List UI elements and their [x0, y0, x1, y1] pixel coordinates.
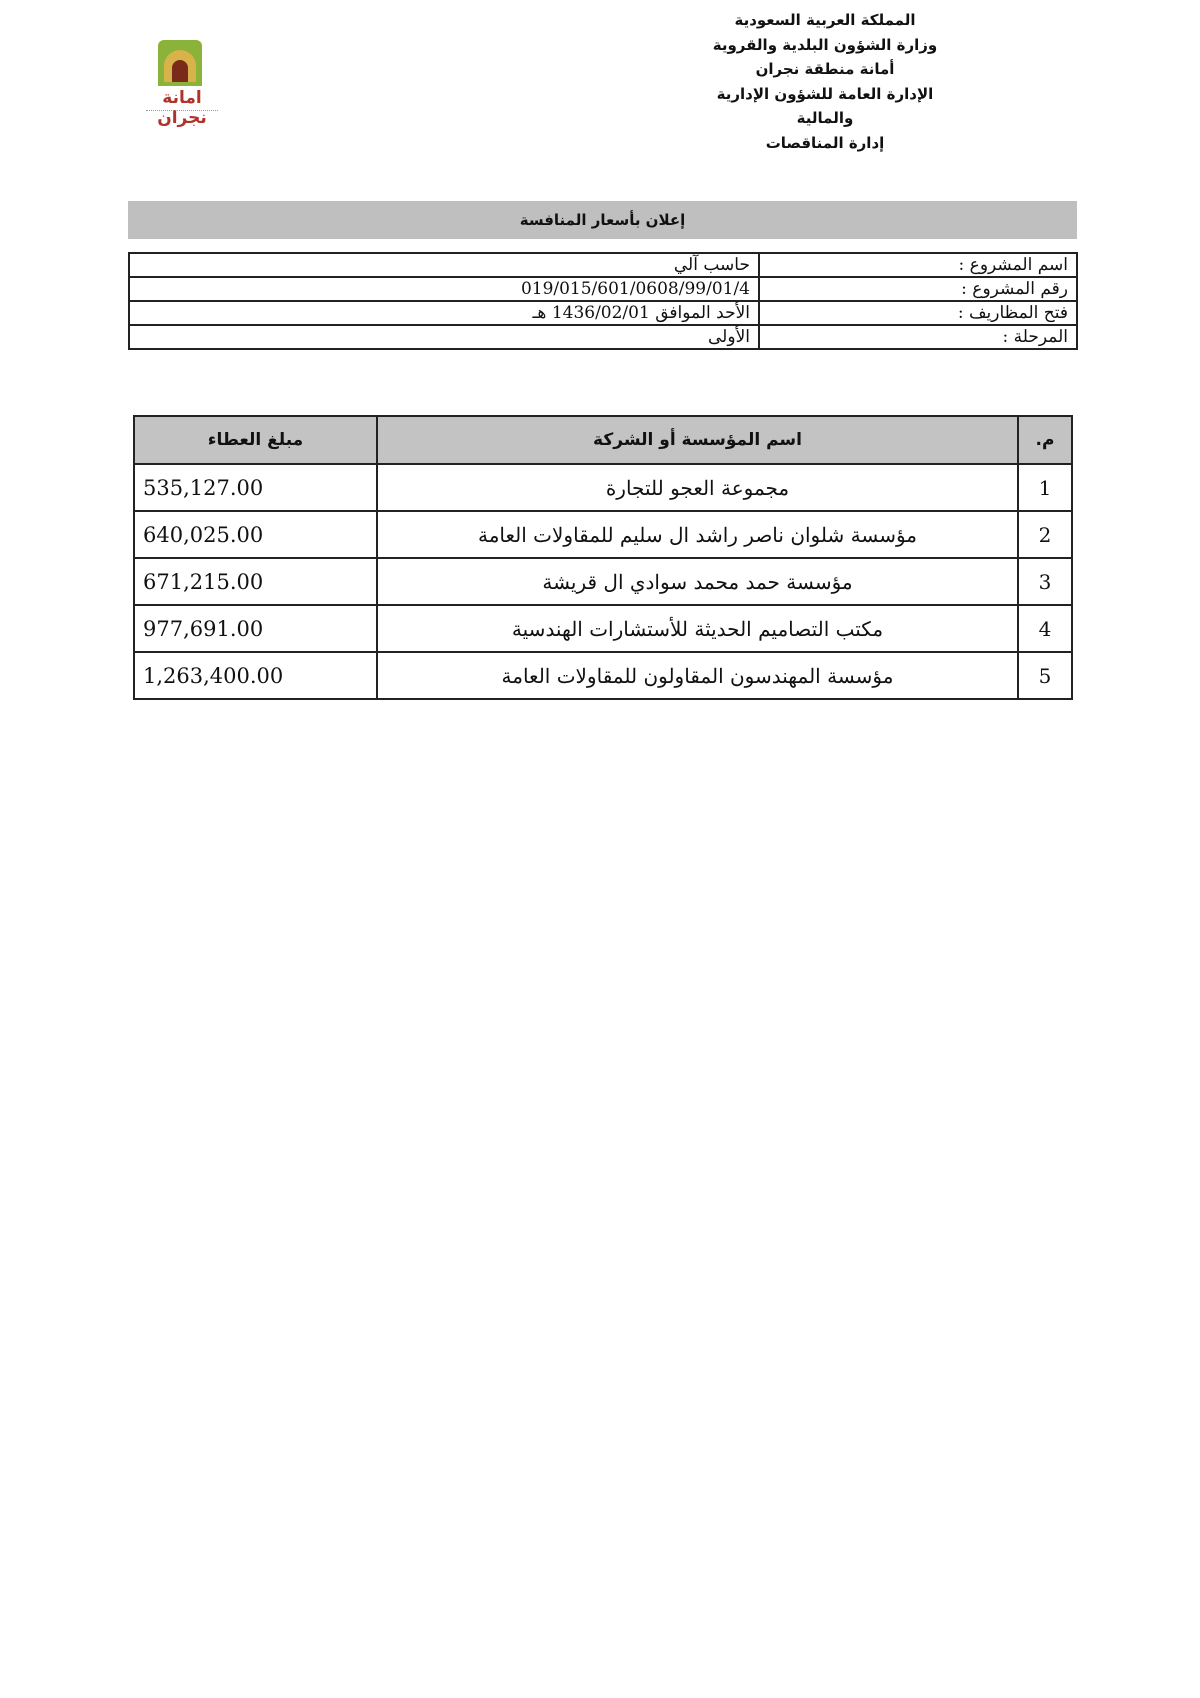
table-row	[134, 464, 1072, 511]
letterhead-line: أمانة منطقة نجران	[755, 60, 895, 78]
table-row	[134, 511, 1072, 558]
row-number: 2	[1018, 511, 1072, 558]
row-amount: 671,215.00	[134, 558, 377, 605]
info-row	[129, 277, 1077, 301]
table-row	[134, 605, 1072, 652]
row-company: مكتب التصاميم الحديثة للأستشارات الهندسية	[377, 605, 1018, 652]
info-label: فتح المظاريف :	[759, 301, 1077, 325]
table-row	[134, 652, 1072, 699]
letterhead-line: المملكة العربية السعودية	[734, 11, 916, 29]
logo-underline	[146, 110, 218, 116]
bids-table	[133, 415, 1073, 700]
row-company: مؤسسة المهندسون المقاولون للمقاولات العامة	[377, 652, 1018, 699]
info-value: الأحد الموافق 1436/02/01 هـ	[129, 301, 759, 325]
info-value: 019/015/601/0608/99/01/4	[129, 277, 759, 301]
header-number: م.	[1018, 416, 1072, 464]
info-label: رقم المشروع :	[759, 277, 1077, 301]
project-info-table	[128, 252, 1078, 350]
row-company: مؤسسة حمد محمد سوادي ال قريشة	[377, 558, 1018, 605]
letterhead-line: إدارة المناقصات	[765, 133, 885, 152]
header-company: اسم المؤسسة أو الشركة	[377, 416, 1018, 464]
info-value: الأولى	[129, 325, 759, 349]
info-label: اسم المشروع :	[759, 253, 1077, 277]
row-amount: 640,025.00	[134, 511, 377, 558]
row-amount: 535,127.00	[134, 464, 377, 511]
info-label: المرحلة :	[759, 325, 1077, 349]
bids-header-row	[134, 416, 1072, 464]
row-amount: 1,263,400.00	[134, 652, 377, 699]
row-number: 3	[1018, 558, 1072, 605]
row-company: مؤسسة شلوان ناصر راشد ال سليم للمقاولات العامة	[377, 511, 1018, 558]
logo-emblem-icon	[158, 40, 202, 86]
logo-text: امانة نجران	[157, 88, 207, 128]
info-row	[129, 253, 1077, 277]
row-number: 5	[1018, 652, 1072, 699]
header-amount: مبلغ العطاء	[134, 416, 377, 464]
letterhead-line: وزارة الشؤون البلدية والقروية	[712, 35, 938, 54]
info-row	[129, 325, 1077, 349]
row-company: مجموعة العجو للتجارة	[377, 464, 1018, 511]
letterhead-line: والمالية	[796, 109, 854, 127]
letterhead-line: الإدارة العامة للشؤون الإدارية	[716, 84, 934, 103]
document-title: إعلان بأسعار المنافسة	[128, 201, 1077, 239]
table-row	[134, 558, 1072, 605]
info-value: حاسب آلي	[129, 253, 759, 277]
row-amount: 977,691.00	[134, 605, 377, 652]
row-number: 1	[1018, 464, 1072, 511]
municipality-logo	[142, 40, 222, 128]
letterhead	[665, 8, 985, 155]
row-number: 4	[1018, 605, 1072, 652]
info-row	[129, 301, 1077, 325]
